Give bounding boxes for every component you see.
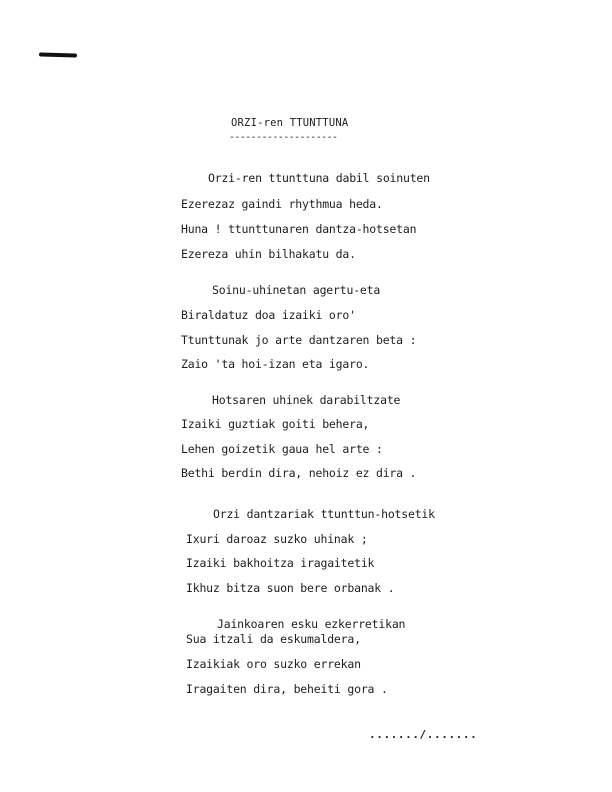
poem-line: Orzi dantzariak ttunttun-hotsetik bbox=[213, 507, 435, 521]
poem-line: Ikhuz bitza suon bere orbanak . bbox=[186, 581, 395, 595]
poem-line: Hotsaren uhinek darabiltzate bbox=[212, 393, 401, 407]
poem-line: Ttunttunak jo arte dantzaren beta : bbox=[181, 333, 417, 347]
poem-line: Izaiki bakhoitza iragaitetik bbox=[186, 556, 375, 570]
poem-line: Sua itzali da eskumaldera, bbox=[186, 632, 361, 646]
poem-line: Soinu-uhinetan agertu-eta bbox=[212, 283, 381, 297]
poem-line: Zaio 'ta hoi-izan eta igaro. bbox=[181, 357, 370, 371]
poem-line: Bethi berdin dira, nehoiz ez dira . bbox=[181, 466, 417, 480]
page-continuation-mark: ......./....... bbox=[369, 728, 478, 741]
poem-line: Ixuri daroaz suzko uhinak ; bbox=[186, 532, 368, 546]
ink-mark bbox=[39, 53, 77, 58]
poem-line: Ezerezaz gaindi rhythmua heda. bbox=[181, 197, 383, 211]
poem-line: Lehen goizetik gaua hel arte : bbox=[181, 442, 383, 456]
poem-line: Ezereza uhin bilhakatu da. bbox=[181, 247, 356, 261]
poem-title: ORZI-ren TTUNTTUNA bbox=[231, 117, 349, 129]
poem-line: Jainkoaren esku ezkerretikan bbox=[217, 617, 406, 631]
poem-line: Izaikiak oro suzko errekan bbox=[186, 657, 361, 671]
poem-line: Huna ! ttunttunaren dantza-hotsetan bbox=[181, 222, 417, 236]
poem-line: Orzi-ren ttunttuna dabil soinuten bbox=[208, 171, 430, 185]
poem-line: Izaiki guztiak goiti behera, bbox=[181, 417, 370, 431]
title-underline: -------------------- bbox=[229, 132, 338, 143]
poem-line: Iragaiten dira, beheiti gora . bbox=[186, 682, 388, 696]
poem-line: Biraldatuz doa izaiki oro' bbox=[181, 308, 356, 322]
